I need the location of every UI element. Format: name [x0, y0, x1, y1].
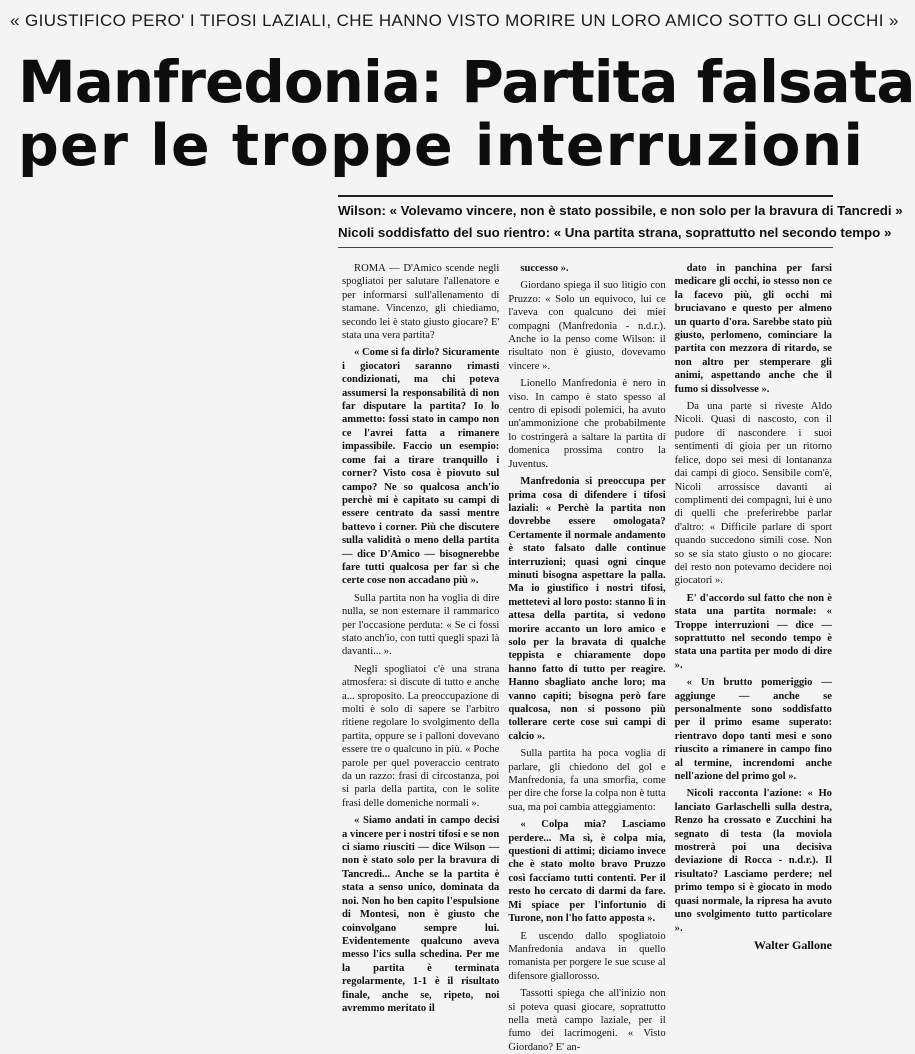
paragraph: ROMA — D'Amico scende negli spogliatoi per salutare l'allenatore e per informarsi sull'allenamento di stamane. Vincenzo, gli chiediamo, secondo lei è stato giusto giocare? E' stata una vera partita?	[342, 263, 500, 342]
paragraph: Negli spogliatoi c'è una strana atmosfera: si discute di tutto e anche a... sproposito. La preoccupazione di molti è solo di sapere se l'arbitro ritiene regolare lo svolgimento della partita, oppure se i palloni dovevano essere tre o qualcuno in più. « Poche parole per quel poveraccio centrato da un razzo: frasi di circostanza, poi si parla della partita, con le solite frasi delle domeniche normali ».	[342, 663, 500, 809]
paragraph: Sulla partita non ha voglia di dire nulla, se non esternare il rammarico per l'occasione perduta: « Se ci fossi stato anch'io, con tutti quegli spazi là davanti... ».	[342, 592, 500, 658]
column-2	[508, 262, 666, 1053]
paragraph: E' d'accordo sul fatto che non è stata una partita normale: « Troppe interruzioni — dice — soprattutto nel secondo tempo è stata una partita per modo di dire ».	[674, 592, 832, 671]
paragraph: « Un brutto pomeriggio — aggiunge — anche se personalmente sono soddisfatto per il primo esame superato: rientravo dopo tanti mesi e sono riuscito a rimanere in campo fino al termine, increndomi anche nell'azione del primo gol ».	[674, 677, 832, 783]
paragraph: Nicoli racconta l'azione: « Ho lanciato Garlaschelli sulla destra, Renzo ha crossato e Zucchini ha segnato di testa (la moviola mostrerà poi una decisiva deviazione di Rocca - n.d.r.). Il risultato? Lasciamo perdere; nel primo tempo si è giocato in modo quasi normale, la ripresa ha avuto uno svolgimento tutto particolare ».	[674, 788, 832, 934]
subheadline-line-1: Wilson: « Volevamo vincere, non è stato possibile, e non solo per la bravura di Tancredi »	[338, 203, 903, 218]
paragraph: Manfredonia si preoccupa per prima cosa di difendere i tifosi laziali: « Perchè la partita non dovrebbe essere omologata? Certamente il normale andamento è stato falsato dalle continue interruzioni; quasi ogni cinque minuti bisogna aspettare la palla. Ma io giustifico i nostri tifosi, mettetevi al loro posto: stanno lì in attesa della partita, si vedono morire accanto un loro amico e solo per la bravata di qualche teppista e chiaramente dopo hanno fatto di tutto per reagire. Hanno sbagliato anche loro; ma vanno capiti; bisogna però fare qualcosa, non si possono più tollerare certe cose sui campi di calcio ».	[508, 476, 666, 742]
paragraph: « Siamo andati in campo decisi a vincere per i nostri tifosi e se non ci siamo riusciti — dice Wilson — non è stato solo per la bravura di Tancredi... Anche se la partita è stata a senso unico, dominata da noi. Non ho ben capito l'espulsione di Montesi, non è giusto che coinvolgano sempre lui. Evidentemente qualcuno aveva messo l'ics sulla schedina. Per me la partita è terminata regolarmente, 1-1 è il risultato finale, anche se, ripeto, noi avremmo meritato il	[342, 815, 500, 1014]
headline-line-2: per le troppe interruzioni	[18, 113, 865, 179]
byline: Walter Gallone	[753, 937, 832, 952]
subheadline	[338, 195, 903, 244]
paragraph: Da una parte si riveste Aldo Nicoli. Quasi di nascosto, con il pudore di nascondere i suoi sentimenti di gioia per un ritorno felice, dopo sei mesi di lontananza dai campi di gioco. Sensibile com'è, Nicoli arrossisce davanti ai complimenti dei compagni, lui è uno di quelli che preferirebbe parlar d'altro: « Difficile parlare di sport quando succedono simili cose. Non so se sia stato giusto o no giocare: del resto non potevamo decidere noi giocatori ».	[674, 401, 832, 587]
headline	[18, 48, 915, 179]
paragraph: E uscendo dallo spogliatoio Manfredonia andava in quello romanista per porgere le sue scuse al difensore giallorosso.	[508, 930, 666, 982]
paragraph: « Come si fa dirlo? Sicuramente i giocatori saranno rimasti condizionati, ma chi poteva assumersi la responsabilità di non far disputare la partita? Io lo ammetto: fossi stato in campo non ce l'avrei fatta a rimanere impassibile. Faccio un esempio: come fai a tirare tranquillo i corner? Visto cosa è piovuto sul campo? Ne so qualcosa anch'io perchè mi è capitato su campi di essere centrato da sassi mentre battevo i corner. Più che discutere sulla validità o meno della partita — dice D'Amico — bisognerebbe fare tutti qualcosa per far sì che certe cose non accadano più ».	[342, 347, 500, 587]
headline-line-1: Manfredonia: Partita falsata	[18, 48, 915, 116]
paragraph: Sulla partita ha poca voglia di parlare, gli chiedono del gol e Manfredonia, fa una smorfia, come per dire che forse la colpa non è tutta sua, ma poi cambia atteggiamento:	[508, 748, 666, 813]
paragraph: « Colpa mia? Lasciamo perdere... Ma sì, è colpa mia, questioni di attimi; diciamo invece che è stato molto bravo Pruzzo così facciamo tutti contenti. Per il resto ho cercato di darmi da fare. Mi spiace per l'infortunio di Turone, non l'ho fatto apposta ».	[508, 819, 666, 925]
subheadline-line-2: Nicoli soddisfatto del suo rientro: « Una partita strana, soprattutto nel secondo tempo »	[338, 225, 892, 240]
kicker: « GIUSTIFICO PERO' I TIFOSI LAZIALI, CHE HANNO VISTO MORIRE UN LORO AMICO SOTTO GLI OCCHI »	[10, 11, 899, 30]
column-3	[674, 262, 832, 952]
divider	[338, 247, 833, 248]
paragraph: successo ».	[520, 263, 569, 274]
paragraph: Giordano spiega il suo litigio con Pruzzo: « Solo un equivoco, lui ce l'aveva con qualcuno dei miei compagni (Manfredonia - n.d.r.). Anche io la penso come Wilson: il risultato non è giusto, dovevamo vincere ».	[508, 280, 666, 372]
paragraph: dato in panchina per farsi medicare gli occhi, io stesso non ce la facevo più, gli occhi mi bruciavano e questo per almeno un quarto d'ora. Sarebbe stato più giusto, perlomeno, cominciare la partita con mezzora di ritardo, se non altro per stemperare gli animi, aspettando anche che il fumo si dissolvesse ».	[674, 263, 832, 395]
paragraph: Lionello Manfredonia è nero in viso. In campo è stato spesso al centro di episodi polemici, ha avuto un'ammonizione che probabilmente lo costringerà a saltare la partita di domenica prossima contro la Juventus.	[508, 378, 666, 470]
paragraph: Tassotti spiega che all'inizio non si poteva quasi giocare, soprattutto nella metà campo laziale, per il fumo dei lacrimogeni. « Visto Giordano? E' an-	[508, 988, 666, 1053]
article-body	[342, 262, 832, 1053]
column-1	[342, 262, 500, 1014]
